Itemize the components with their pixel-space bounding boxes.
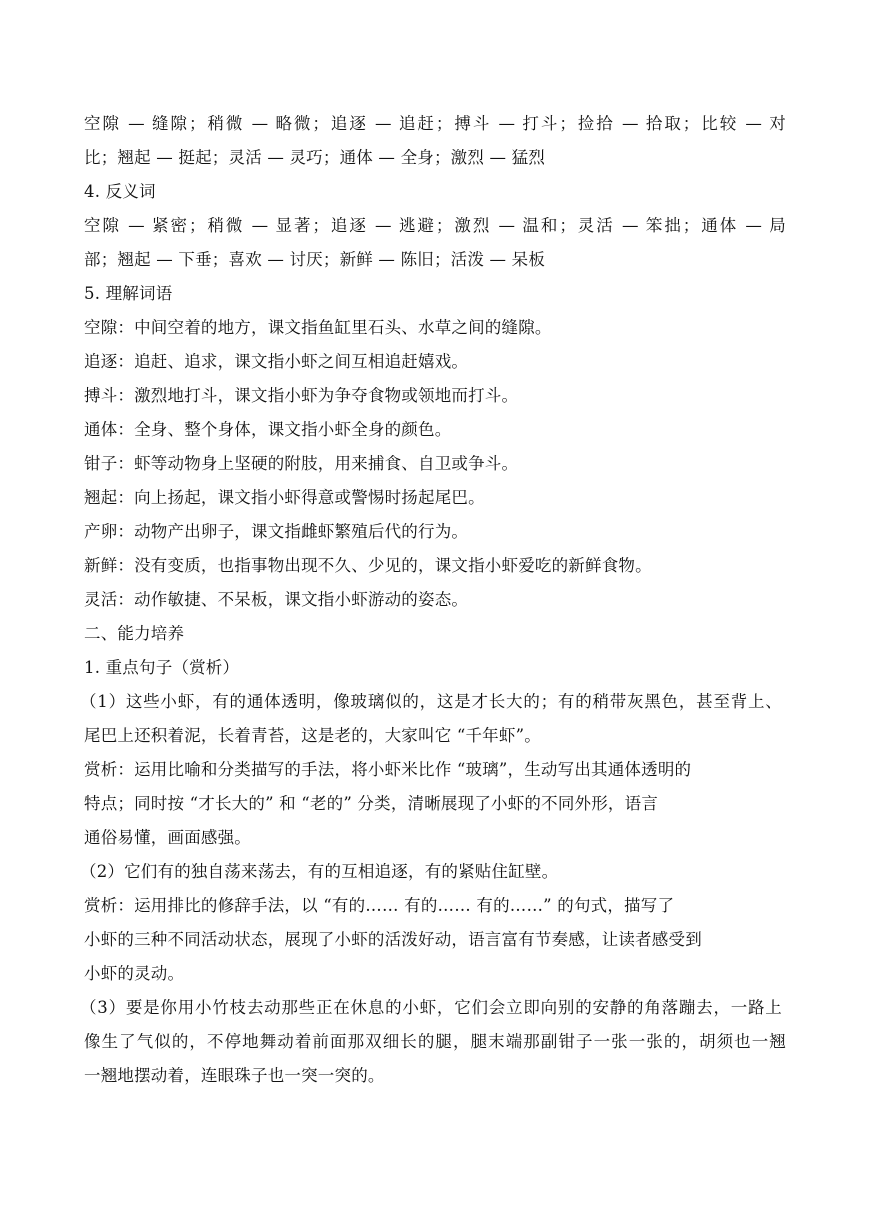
synonym-line-2: 比；翘起 — 挺起；灵活 — 灵巧；通体 — 全身；激烈 — 猛烈 <box>84 148 546 167</box>
sentence-1-line-1: （1）这些小虾，有的通体透明，像玻璃似的，这是才长大的；有的稍带灰黑色，甚至背上、 <box>80 692 782 711</box>
antonym-line-1: 空隙 — 紧密；稍微 — 显著；追逐 — 逃避；激烈 — 温和；灵活 — 笨拙；通体 — 局 <box>84 216 786 235</box>
vocab-item: 翘起：向上扬起，课文指小虾得意或警惕时扬起尾巴。 <box>84 488 485 507</box>
sentence-2: （2）它们有的独自荡来荡去，有的互相追逐，有的紧贴住缸壁。 <box>80 862 559 881</box>
analysis-2-line-1: 赏析：运用排比的修辞手法，以 “有的…… 有的…… 有的……” 的句式，描写了 <box>84 896 675 915</box>
vocab-item: 新鲜：没有变质，也指事物出现不久、少见的，课文指小虾爱吃的新鲜食物。 <box>84 556 652 575</box>
analysis-1-line-2: 特点；同时按 “才长大的” 和 “老的” 分类，清晰展现了小虾的不同外形，语言 <box>84 794 659 813</box>
sentence-3-line-3: 一翘地摆动着，连眼珠子也一突一突的。 <box>84 1066 385 1085</box>
sentence-1-line-2: 尾巴上还积着泥，长着青苔，这是老的，大家叫它 “千年虾”。 <box>84 726 541 745</box>
vocab-item: 产卵：动物产出卵子，课文指雌虾繁殖后代的行为。 <box>84 522 469 541</box>
sentence-3-line-2: 像生了气似的，不停地舞动着前面那双细长的腿，腿末端那副钳子一张一张的，胡须也一翘 <box>84 1032 786 1051</box>
sentence-3-line-1: （3）要是你用小竹枝去动那些正在休息的小虾，它们会立即向别的安静的角落蹦去，一路上 <box>80 998 782 1017</box>
vocab-heading: 5. 理解词语 <box>84 284 173 303</box>
analysis-1-line-1: 赏析：运用比喻和分类描写的手法，将小虾米比作 “玻璃”，生动写出其通体透明的 <box>84 760 692 779</box>
analysis-2-line-2: 小虾的三种不同活动状态，展现了小虾的活泼好动，语言富有节奏感，让读者感受到 <box>84 930 702 949</box>
vocab-item: 搏斗：激烈地打斗，课文指小虾为争夺食物或领地而打斗。 <box>84 386 519 405</box>
analysis-1-line-3: 通俗易懂，画面感强。 <box>84 828 251 847</box>
vocab-item: 通体：全身、整个身体，课文指小虾全身的颜色。 <box>84 420 452 439</box>
antonym-line-2: 部；翘起 — 下垂；喜欢 — 讨厌；新鲜 — 陈旧；活泼 — 呆板 <box>84 250 546 269</box>
section-heading: 二、能力培养 <box>84 624 185 643</box>
antonym-heading: 4. 反义词 <box>84 182 156 201</box>
vocab-item: 灵活：动作敏捷、不呆板，课文指小虾游动的姿态。 <box>84 590 469 609</box>
subsection-heading: 1. 重点句子（赏析） <box>84 658 240 677</box>
vocab-item: 钳子：虾等动物身上坚硬的附肢，用来捕食、自卫或争斗。 <box>84 454 519 473</box>
vocab-item: 追逐：追赶、追求，课文指小虾之间互相追赶嬉戏。 <box>84 352 469 371</box>
vocab-item: 空隙：中间空着的地方，课文指鱼缸里石头、水草之间的缝隙。 <box>84 318 552 337</box>
synonym-line-1: 空隙 — 缝隙；稍微 — 略微；追逐 — 追赶；搏斗 — 打斗；捡拾 — 拾取；比较 — 对 <box>84 114 786 133</box>
analysis-2-line-3: 小虾的灵动。 <box>84 964 185 983</box>
